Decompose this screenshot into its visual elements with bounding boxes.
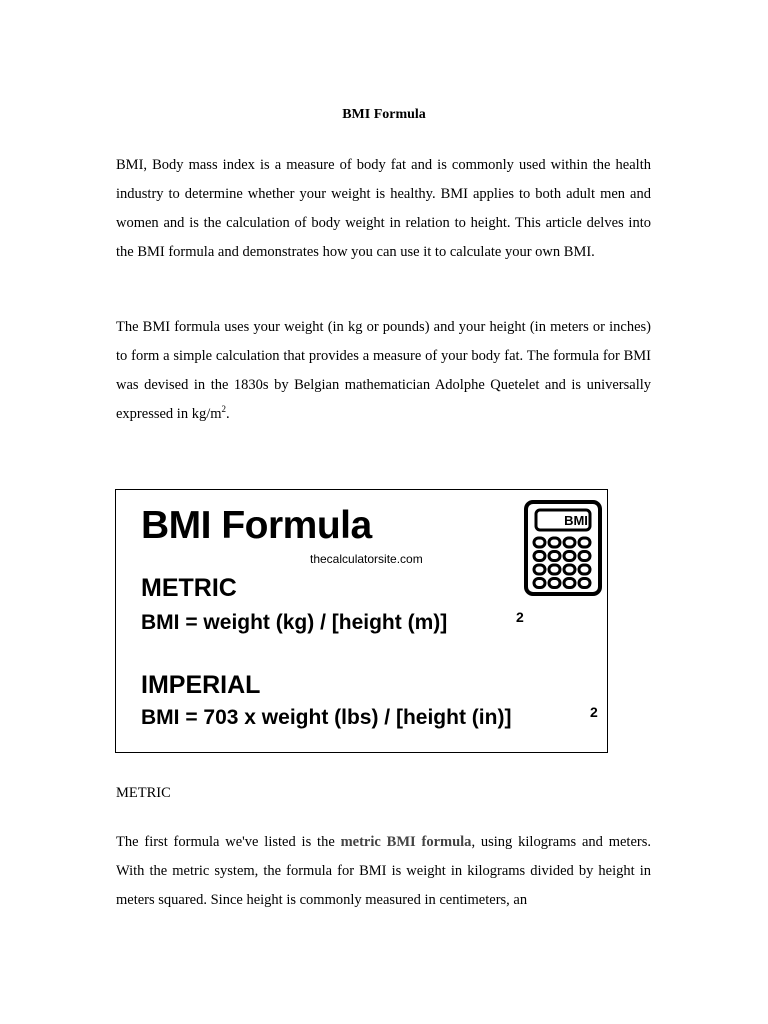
calculator-key [564, 579, 575, 588]
calculator-key [564, 552, 575, 561]
calculator-key [549, 552, 560, 561]
page-title: BMI Formula [342, 107, 426, 122]
intro-text: Body mass index is a measure of body fat and is commonly used within the health industry to determine whether your weight is healthy. BMI applies to both adult men and women and is the calculation of body weight in relation to height. This article delves into the BMI formula and demonstrates how you can use it to calculate your own BMI. [116, 157, 651, 260]
calculator-key [549, 565, 560, 574]
figure-imperial-heading: IMPERIAL [141, 671, 261, 699]
calculator-icon [524, 500, 602, 596]
history-end: . [226, 406, 230, 422]
calculator-key [579, 538, 590, 547]
figure-imperial-equation: BMI = 703 x weight (lbs) / [height (in)] [141, 706, 512, 729]
calculator-key [579, 552, 590, 561]
history-superscript: 2 [221, 404, 227, 415]
figure-imperial-exponent: 2 [590, 704, 598, 720]
history-text: The BMI formula uses your weight (in kg or pounds) and your height (in meters or inches) to form a simple calculation that provides a measure of your body fat. The formula for BMI was devised in the 1830s by Belgian mathematician Adolphe Quetelet and is universally expressed in kg/m [116, 319, 651, 422]
calculator-key [534, 579, 545, 588]
calculator-key [549, 579, 560, 588]
metric-text-after: , using kilograms and meters. With the metric system, the formula for BMI is weight in kilograms divided by height in meters squared. Since height is commonly measured in centimeters, an [116, 834, 651, 908]
figure-metric-equation: BMI = weight (kg) / [height (m)] [141, 611, 448, 634]
calculator-key [549, 538, 560, 547]
calculator-key [579, 565, 590, 574]
bmi-formula-figure [115, 489, 608, 753]
intro-lead: BMI, [116, 157, 148, 173]
figure-title: BMI Formula [141, 504, 372, 547]
calculator-key [534, 565, 545, 574]
figure-metric-heading: METRIC [141, 574, 237, 602]
calculator-label: BMI [564, 513, 588, 528]
figure-site: thecalculatorsite.com [310, 552, 423, 566]
calculator-key [534, 538, 545, 547]
history-paragraph [116, 313, 651, 429]
calculator-key [564, 565, 575, 574]
calculator-key [564, 538, 575, 547]
intro-paragraph [116, 151, 651, 267]
figure-metric-exponent: 2 [516, 609, 524, 625]
section-heading-metric: METRIC [116, 785, 171, 801]
calculator-key [579, 579, 590, 588]
metric-text-before: The first formula we've listed is the [116, 834, 341, 850]
metric-bmi-formula-link[interactable]: metric BMI formula [340, 834, 472, 850]
metric-paragraph [116, 828, 651, 915]
calculator-key [534, 552, 545, 561]
